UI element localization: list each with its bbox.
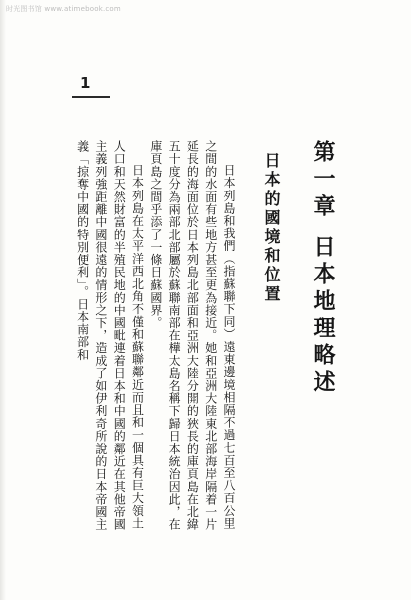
- chapter-title: 日本地理略述: [310, 235, 336, 397]
- body-text: [73, 140, 238, 540]
- page-binding-shadow: [0, 0, 6, 600]
- section-title: 日本的國境和位置: [262, 152, 281, 304]
- watermark: 时光图书馆 www.atimebook.com: [6, 5, 121, 13]
- paragraph-1: 日本列島和我們（指蘇聯下同）遠東邊境相隔不過七百至八百公里之間的水面有些地方甚至更為接近。她和亞洲大陸東北部海岸隔着一片延長的海面位於日本列島北部面和亞洲大陸分開的狹長的庫頁島在北緯五十度分為兩部北部屬於蘇聯南部在樺太島名稱下歸日本統治因此，在庫頁島之間乎添了一條日蘇國界。: [148, 140, 236, 531]
- page-number: 1: [80, 74, 91, 92]
- page-number-rule: [72, 96, 110, 98]
- paragraph-2: 日本列島在太平洋西北角不僅和蘇聯鄰近而且和一個具有巨大領土人口和天然財富的半殖民地的中國毗連着日本和中國的鄰近在其他帝國主義列強距離中國很遠的情形之下，造成了如伊利奇所說的日本帝國主義「掠奪中國的特別便利」。日本南部和: [75, 140, 145, 531]
- chapter-number: 第一章: [310, 140, 336, 221]
- chapter-heading: [311, 140, 335, 397]
